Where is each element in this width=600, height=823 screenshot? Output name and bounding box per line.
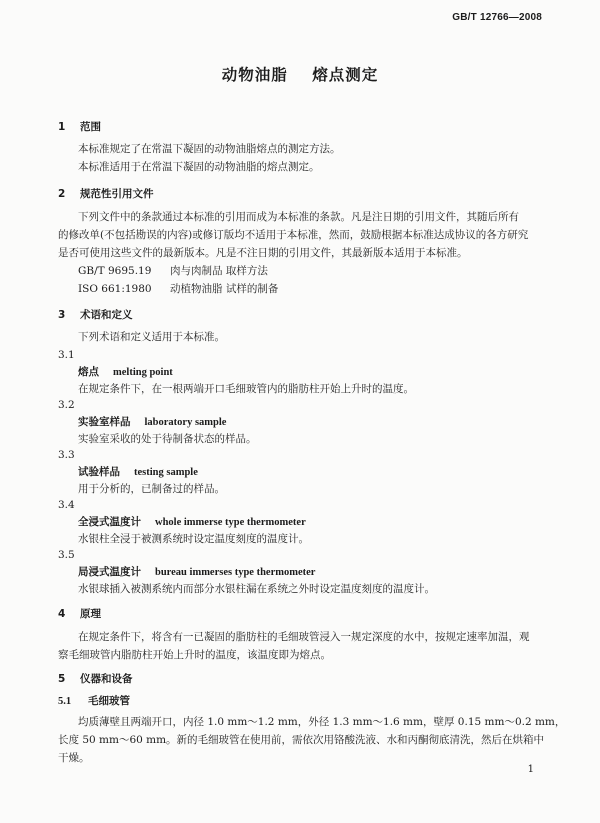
paragraph-line: 的修改单(不包括勘误的内容)或修订版均不适用于本标准，然而，鼓励根据本标准达成协议的各方研究 [58,229,529,241]
paragraph-line: 本标准适用于在常温下凝固的动物油脂的熔点测定。 [78,161,320,173]
subsection-title: 毛细玻管 [88,695,130,707]
subsection-5-1-heading [58,695,130,709]
paragraph-line: 下列文件中的条款通过本标准的引用而成为本标准的条款。凡是注日期的引用文件，其随后所有 [78,211,519,223]
term-definition: 水银柱全浸于被测系统时设定温度刻度的温度计。 [78,533,309,545]
term-heading [78,516,306,530]
term-heading [78,366,173,380]
section-title: 仪器和设备 [80,673,133,685]
section-title: 规范性引用文件 [80,188,154,200]
section-3-heading [58,309,133,322]
term-zh: 熔点 [78,366,99,378]
reference-code: GB/T 9695.19 [78,265,152,277]
section-title: 原理 [80,608,101,620]
term-number: 3.1 [58,349,75,361]
subsection-number: 5.1 [58,696,72,707]
term-definition: 实验室采收的处于待制备状态的样品。 [78,433,257,445]
section-number: 5 [58,673,66,685]
section-number: 4 [58,608,66,620]
section-number: 3 [58,309,66,321]
term-en: testing sample [134,467,198,478]
standard-number: GB/T 12766—2008 [452,12,542,23]
paragraph-line: 察毛细玻管内脂肪柱开始上升时的温度，该温度即为熔点。 [58,649,331,661]
section-4-heading [58,608,101,621]
paragraph-line: 均质薄壁且两端开口，内径 1.0 mm～1.2 mm，外径 1.3 mm～1.6 mm，壁厚 0.15 mm～0.2 mm， [78,716,566,728]
reference-name: 动植物油脂 试样的制备 [170,283,279,295]
section-title: 术语和定义 [80,309,133,321]
paragraph-line: 本标准规定了在常温下凝固的动物油脂熔点的测定方法。 [78,143,341,155]
section-5-heading [58,673,133,686]
paragraph-line: 在规定条件下，将含有一已凝固的脂肪柱的毛细玻管浸入一规定深度的水中，按规定速率加温，观 [78,631,530,643]
term-definition: 在规定条件下，在一根两端开口毛细玻管内的脂肪柱开始上升时的温度。 [78,383,414,395]
term-en: bureau immerses type thermometer [155,567,316,578]
page-number: 1 [527,764,534,775]
term-en: laboratory sample [144,417,227,428]
term-zh: 全浸式温度计 [78,516,141,528]
term-definition: 水银球插入被测系统内而部分水银柱漏在系统之外时设定温度刻度的温度计。 [78,583,435,595]
term-zh: 实验室样品 [78,416,131,428]
section-1-heading [58,121,101,134]
paragraph-line: 干燥。 [58,752,90,764]
term-number: 3.3 [58,449,75,461]
reference-name: 肉与肉制品 取样方法 [170,265,268,277]
term-number: 3.2 [58,399,75,411]
term-en: melting point [113,367,173,378]
document-title: 动物油脂 熔点测定 [221,66,379,84]
term-heading [78,566,315,580]
reference-code: ISO 661:1980 [78,283,152,295]
paragraph-line: 下列术语和定义适用于本标准。 [78,331,225,343]
term-heading [78,416,226,430]
term-zh: 试验样品 [78,466,120,478]
term-heading [78,466,198,480]
section-2-heading [58,188,154,201]
section-title: 范围 [80,121,101,133]
section-number: 1 [58,121,66,133]
paragraph-line: 长度 50 mm～60 mm。新的毛细玻管在使用前，需依次用铬酸洗液、水和丙酮彻底清洗，然后在烘箱中 [58,734,545,746]
term-zh: 局浸式温度计 [78,566,141,578]
term-en: whole immerse type thermometer [155,517,306,528]
term-definition: 用于分析的，已制备过的样品。 [78,483,225,495]
reference-item [78,265,268,278]
section-number: 2 [58,188,66,200]
paragraph-line: 是否可使用这些文件的最新版本。凡是不注日期的引用文件，其最新版本适用于本标准。 [58,247,468,259]
reference-item [78,283,278,296]
term-number: 3.5 [58,549,75,561]
term-number: 3.4 [58,499,75,511]
